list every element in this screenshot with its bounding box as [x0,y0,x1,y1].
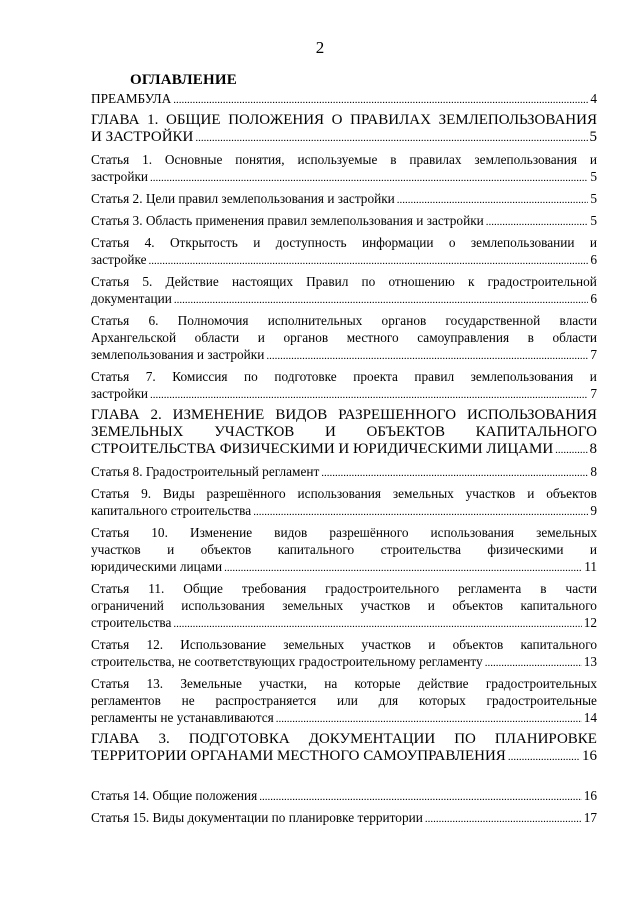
toc-word: и [253,235,261,250]
toc-word: доступность [275,235,347,250]
toc-word: ДОКУМЕНТАЦИИ [308,731,436,747]
toc-page-number: 8 [590,464,597,479]
toc-word: Полномочия [177,313,249,328]
toc-word: Земельные [180,676,242,691]
toc-word: участков [465,486,516,501]
toc-word: Правил [306,274,349,289]
toc-word: физическими [487,542,564,557]
toc-word: и [589,369,597,384]
toc-word: ВИДОВ [275,407,328,423]
toc-word: Статья [91,274,130,289]
toc-word: самоуправления [417,330,510,345]
toc-article-entry[interactable] [91,368,597,402]
toc-word: и [527,486,535,501]
toc-entry-last-line [91,502,597,519]
toc-entry-line [91,234,597,251]
toc-page-number: 9 [590,503,597,518]
toc-word: не [181,693,195,708]
toc-word: Статья [91,369,130,384]
toc-word: ПО [454,731,476,747]
toc-word: участки, [259,676,307,691]
toc-entry-title: землепользования и застройки [91,347,265,362]
toc-word: подготовке [274,369,337,384]
toc-article-entry[interactable] [91,463,597,480]
toc-word: капитального [520,598,597,613]
toc-title: ОГЛАВЛЕНИЕ [130,72,237,88]
toc-page-number: 4 [590,91,597,106]
toc-entry-title: регламенты не устанавливаются [91,710,274,725]
toc-entry-title: юридическими лицами [91,559,223,574]
toc-article-entry[interactable] [91,636,597,670]
toc-chapter-entry[interactable] [91,731,597,765]
toc-entry-line [91,597,597,614]
toc-entry-title: СТРОИТЕЛЬСТВА ФИЗИЧЕСКИМИ И ЮРИДИЧЕСКИМИ ЛИЦАМИ [91,441,554,457]
toc-word: 9. [141,486,152,501]
toc-chapter-entry[interactable] [91,112,597,146]
toc-chapter-entry[interactable] [91,407,597,458]
toc-entry-line [91,329,597,346]
toc-article-entry[interactable] [91,809,597,826]
dot-leader [148,253,588,270]
toc-word: участков [91,542,141,557]
toc-page-number: 5 [590,213,597,228]
toc-entry-line [91,541,597,558]
toc-entry-title: строительства [91,615,172,630]
toc-word: объектов [452,637,504,652]
toc-entry-title: Статья 15. Виды документации по планировке территории [91,810,423,825]
toc-word: Архангельской [91,330,177,345]
toc-page-number: 16 [582,748,597,764]
toc-word: ГЛАВА [91,407,140,423]
toc-word: ОБЪЕКТОВ [366,424,445,440]
dot-leader [266,348,588,365]
toc-entry-last-line [91,168,597,185]
dot-leader [259,789,581,806]
toc-entry-title: Статья 8. Градостроительный регламент [91,464,320,479]
toc-word: градостроительные [486,693,597,708]
toc-article-entry[interactable] [91,524,597,575]
toc-page-number: 11 [584,559,597,574]
toc-article-entry[interactable] [91,675,597,726]
toc-word: Открытость [169,235,238,250]
toc-word: для [378,693,399,708]
toc-word: области [552,330,597,345]
toc-word: в [540,581,547,596]
toc-word: использования [430,525,515,540]
toc-entry-title: ПРЕАМБУЛА [91,91,172,106]
toc-entry-last-line [91,441,597,458]
toc-word: которые [354,676,401,691]
toc-entry-last-line [91,251,597,268]
toc-word: регламента [458,581,522,596]
toc-word: и [589,542,597,557]
toc-word: и [428,637,436,652]
toc-entry-last-line [91,809,597,826]
toc-word: ОБЩИЕ [165,112,221,128]
toc-word: использования [297,486,382,501]
toc-page-number: 5 [590,169,597,184]
toc-entry-line [91,675,597,692]
toc-word: настоящих [231,274,294,289]
toc-word: 12. [146,637,164,652]
toc-entry-line [91,485,597,502]
toc-page-number: 14 [583,710,597,725]
toc-word: и [427,598,435,613]
toc-word: исполнительных [267,313,363,328]
toc-word: 5. [142,274,153,289]
toc-entry-line [91,151,597,168]
toc-word: землепользования [470,369,574,384]
toc-article-entry[interactable] [91,580,597,631]
dot-leader [173,92,588,109]
toc-entry-title: строительства, не соответствующих градостроительному регламенту [91,654,483,669]
toc-word: 1. [142,152,153,167]
toc-word: земельных [282,598,344,613]
toc-word: Статья [91,637,130,652]
toc-word: земельных [283,637,345,652]
toc-word: 13. [146,676,164,691]
toc-entry-last-line [91,385,597,402]
toc-word: о [448,235,456,250]
toc-word: Статья [91,676,130,691]
toc-entry-title: И ЗАСТРОЙКИ [91,129,194,145]
toc-page-number: 5 [590,191,597,206]
toc-word: земельных [536,525,597,540]
toc-word: государственной [445,313,541,328]
toc-word: РАЗРЕШЕННОГО [338,407,457,423]
toc-entry-title: Статья 2. Цели правил землепользования и застройки [91,191,395,206]
toc-entry-line [91,524,597,541]
toc-word: понятия, [235,152,285,167]
toc-word: 10. [151,525,168,540]
toc-page-number: 13 [583,654,597,669]
toc-word: УЧАСТКОВ [214,424,295,440]
toc-entry-last-line [91,463,597,480]
dot-leader [150,170,588,187]
dot-leader [486,214,589,231]
toc-word: использования [181,598,265,613]
toc-word: 2. [150,407,162,423]
toc-word: И [324,424,336,440]
toc-word: ЗЕМЕЛЬНЫХ [91,424,184,440]
toc-word: ПОДГОТОВКА [188,731,290,747]
toc-word: Основные [164,152,223,167]
toc-word: ПРАВИЛАХ [350,112,431,128]
toc-word: земельных [392,486,454,501]
toc-entry-title: ТЕРРИТОРИИ ОРГАНАМИ МЕСТНОГО САМОУПРАВЛЕНИЯ [91,748,506,764]
toc-word: Комиссия [172,369,228,384]
toc-word: ИСПОЛЬЗОВАНИЯ [467,407,597,423]
toc-entry-line [91,112,597,129]
dot-leader [224,560,582,577]
toc-entry-last-line [91,90,597,107]
toc-word: 6. [148,313,159,328]
toc-article-entry[interactable] [91,234,597,268]
toc-word: местного [346,330,399,345]
toc-word: разрешённого [329,525,409,540]
toc-entry-last-line [91,653,597,670]
toc-word: объектов [546,486,597,501]
dot-leader [173,616,581,633]
dot-leader [397,192,589,209]
toc-entry-last-line [91,787,597,804]
toc-word: власти [559,313,597,328]
toc-page-number: 6 [590,291,597,306]
dot-leader [321,465,588,482]
toc-entry-line [91,407,597,424]
dot-leader [253,504,588,521]
toc-entry-last-line [91,748,597,765]
toc-word: в [390,152,397,167]
toc-word: действие [417,676,469,691]
toc-entry-last-line [91,212,597,229]
toc-entry-line [91,636,597,653]
toc-entry-last-line [91,558,597,575]
toc-word: Общие [183,581,223,596]
toc-word: ЗЕМЛЕПОЛЬЗОВАНИЯ [438,112,597,128]
toc-article-entry[interactable] [91,151,597,185]
toc-entry-title: Статья 3. Область применения правил землепользования и застройки [91,213,484,228]
toc-page-number: 16 [583,788,597,803]
toc-word: требования [241,581,307,596]
toc-word: градостроительных [485,676,597,691]
toc-entry-line [91,368,597,385]
toc-entry-last-line [91,614,597,631]
toc-entry-title: застройки [91,169,149,184]
toc-word: Статья [91,313,130,328]
toc-word: отношению [388,274,455,289]
toc-word: регламентов [91,693,161,708]
toc-article-entry[interactable] [91,90,597,107]
toc-entry-last-line [91,290,597,307]
dot-leader [195,130,587,147]
toc-word: ПОЛОЖЕНИЯ [228,112,325,128]
toc-word: разрешённого [206,486,286,501]
toc-word: ГЛАВА [91,731,140,747]
dot-leader [508,749,580,766]
toc-entry-last-line [91,346,597,363]
toc-entry-line [91,731,597,748]
toc-word: градостроительной [487,274,597,289]
toc-word: распространяется [215,693,317,708]
toc-word: Изменение [189,525,253,540]
toc-word: КАПИТАЛЬНОГО [475,424,597,440]
toc-article-entry[interactable] [91,212,597,229]
toc-word: участков [360,598,411,613]
toc-word: видов [274,525,308,540]
toc-word: О [331,112,343,128]
toc-page-number: 8 [589,441,597,457]
toc-word: Статья [91,581,130,596]
toc-word: строительства [380,542,462,557]
toc-article-entry[interactable] [91,485,597,519]
toc-page-number: 6 [590,252,597,267]
toc-word: или [337,693,358,708]
toc-entry-line [91,580,597,597]
toc-word: Статья [91,525,130,540]
toc-word: объектов [200,542,252,557]
toc-word: которых [418,693,466,708]
toc-word: ГЛАВА [91,112,140,128]
toc-word: и [589,235,597,250]
toc-word: и [589,152,597,167]
toc-page-number: 12 [583,615,597,630]
toc-entry-title: капитального строительства [91,503,252,518]
dot-leader [425,811,582,828]
toc-word: градостроительного [325,581,440,596]
toc-entry-line [91,692,597,709]
toc-word: по [244,369,258,384]
toc-article-entry[interactable] [91,312,597,363]
toc-word: и [257,330,265,345]
toc-article-entry[interactable] [91,787,597,804]
toc-word: Действие [165,274,219,289]
toc-word: органов [283,330,329,345]
toc-word: ИЗМЕНЕНИЕ [172,407,265,423]
toc-page-number: 17 [583,810,597,825]
toc-entry-last-line [91,709,597,726]
toc-entry-line [91,312,597,329]
toc-word: проекта [353,369,398,384]
toc-entry-title: документации [91,291,172,306]
toc-entry-line [91,273,597,290]
toc-word: участков [361,637,412,652]
toc-word: и [167,542,175,557]
dot-leader [150,387,588,404]
toc-word: области [194,330,240,345]
toc-word: части [565,581,597,596]
toc-word: Статья [91,235,130,250]
dot-leader [174,292,589,309]
dot-leader [276,711,582,728]
toc-entry-last-line [91,129,597,146]
toc-entry-title: Статья 14. Общие положения [91,788,258,803]
toc-word: Статья [91,486,130,501]
toc-word: ограничений [91,598,164,613]
toc-page-number: 5 [589,129,597,145]
toc-word: 4. [144,235,155,250]
toc-word: органов [381,313,427,328]
toc-word: по [361,274,376,289]
toc-word: 3. [158,731,170,747]
dot-leader [485,655,582,672]
toc-word: 11. [148,581,165,596]
toc-word: к [467,274,475,289]
toc-word: в [527,330,534,345]
toc-word: ПЛАНИРОВКЕ [494,731,597,747]
dot-leader [555,442,587,459]
toc-entry-last-line [91,190,597,207]
toc-page-number: 7 [590,386,597,401]
toc-word: правил [414,369,455,384]
toc-word: объектов [452,598,504,613]
toc-article-entry[interactable] [91,273,597,307]
toc-word: землепользовании [470,235,575,250]
page-number: 2 [315,38,325,57]
toc-page-number: 7 [590,347,597,362]
toc-word: капитального [277,542,355,557]
toc-word: землепользования [474,152,577,167]
toc-word: Статья [91,152,130,167]
toc-word: капитального [520,637,597,652]
toc-word: используемые [297,152,378,167]
toc-word: на [324,676,338,691]
toc-article-entry[interactable] [91,190,597,207]
toc-word: 1. [147,112,159,128]
toc-entry-line [91,424,597,441]
toc-word: 7. [145,369,156,384]
toc-word: правилах [409,152,462,167]
toc-entry-title: застройке [91,252,147,267]
toc-word: информации [361,235,434,250]
toc-entry-title: застройки [91,386,149,401]
toc-word: Использование [180,637,267,652]
toc-word: Виды [162,486,195,501]
